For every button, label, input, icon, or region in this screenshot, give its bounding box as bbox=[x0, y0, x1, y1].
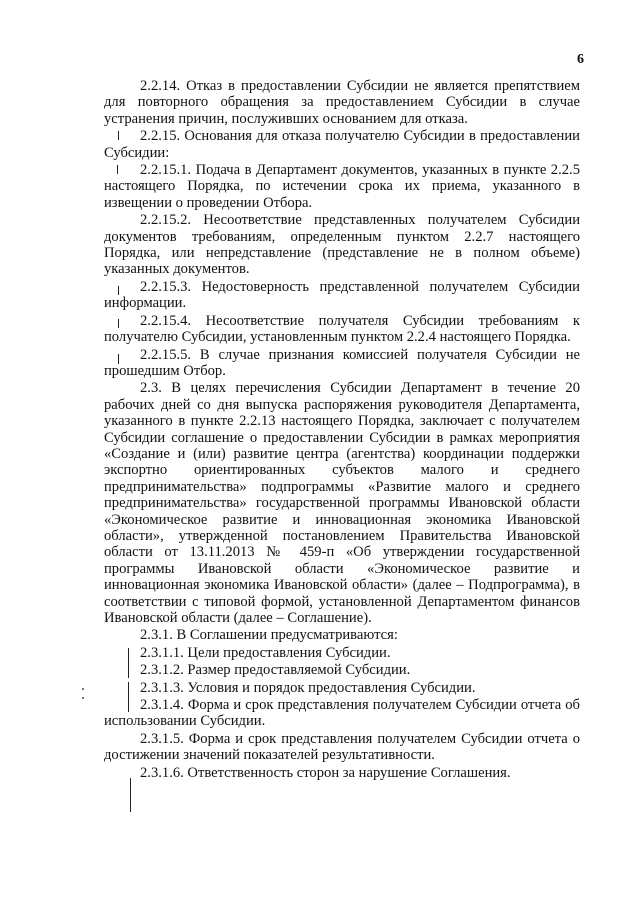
paragraph-2-2-15: 2.2.15. Основания для отказа получателю Субсидии в предоставлении Субсидии: bbox=[104, 128, 580, 161]
scan-dot bbox=[82, 697, 84, 699]
page-number: 6 bbox=[577, 52, 584, 67]
paragraph-2-3-1-5: 2.3.1.5. Форма и срок представления получателем Субсидии отчета о достижении значений показателей результативности. bbox=[104, 730, 580, 764]
paragraph-2-3-1: 2.3.1. В Соглашении предусматриваются: bbox=[140, 627, 398, 644]
paragraph-2-3: 2.3. В целях перечисления Субсидии Департамент в течение 20 рабочих дней со дня выпуска распоряжения руководителя Департамента, указанного в пункте 2.2.13 настоящего Порядка, заключает с получателем Субсидии соглашение о предоставлении Субсидии в рамках мероприятия «Создание и (или) развитие центра (агентства) координации поддержки экспортно ориентированных субъектов малого и среднего предпринимательства» подпрограммы «Развитие малого и среднего предпринимательства» государственной программы Ивановской области «Экономическое развитие и инновационная экономика Ивановской области», утвержденной постановлением Правительства Ивановской области от 13.11.2013 № 459-п «Об утверждении государственной программы Ивановской области «Экономическое развитие и инновационная экономика Ивановской области» (далее – Подпрограмма), в соответствии с типовой формой, установленной Департаментом финансов Ивановской области (далее – Соглашение). bbox=[104, 380, 580, 626]
document-body bbox=[104, 78, 580, 782]
paragraph-2-3-1-6: 2.3.1.6. Ответственность сторон за нарушение Соглашения. bbox=[140, 764, 511, 781]
paragraph-2-3-1-1: 2.3.1.1. Цели предоставления Субсидии. bbox=[140, 644, 391, 661]
paragraph-2-2-14: 2.2.14. Отказ в предоставлении Субсидии не является препятствием для повторного обращения за предоставлением Субсидии в случае устранения причин, послуживших основанием для отказа. bbox=[104, 78, 580, 127]
paragraph-2-3-1-3: 2.3.1.3. Условия и порядок предоставления Субсидии. bbox=[140, 679, 476, 696]
paragraph-2-3-1-2: 2.3.1.2. Размер предоставляемой Субсидии. bbox=[140, 662, 411, 679]
margin-mark bbox=[130, 778, 131, 812]
paragraph-2-3-1-4: 2.3.1.4. Форма и срок представления получателем Субсидии отчета об использовании Субсидии. bbox=[104, 697, 580, 730]
scan-dot bbox=[82, 688, 84, 690]
paragraph-2-2-15-4: 2.2.15.4. Несоответствие получателя Субсидии требованиям к получателю Субсидии, установленным пунктом 2.2.4 настоящего Порядка. bbox=[104, 312, 580, 346]
paragraph-2-2-15-1: 2.2.15.1. Подача в Департамент документов, указанных в пункте 2.2.5 настоящего Порядка, по истечении срока их приема, указанного в извещении о проведении Отбора. bbox=[104, 162, 580, 211]
paragraph-2-2-15-5: 2.2.15.5. В случае признания комиссией получателя Субсидии не прошедшим Отбор. bbox=[104, 346, 580, 379]
paragraph-2-2-15-2: 2.2.15.2. Несоответствие представленных получателем Субсидии документов требованиям, определенным пунктом 2.2.7 настоящего Порядка, или непредставление (представление не в полном объеме) указанных документов. bbox=[104, 212, 580, 278]
paragraph-2-2-15-3: 2.2.15.3. Недостоверность представленной получателем Субсидии информации. bbox=[104, 278, 580, 312]
